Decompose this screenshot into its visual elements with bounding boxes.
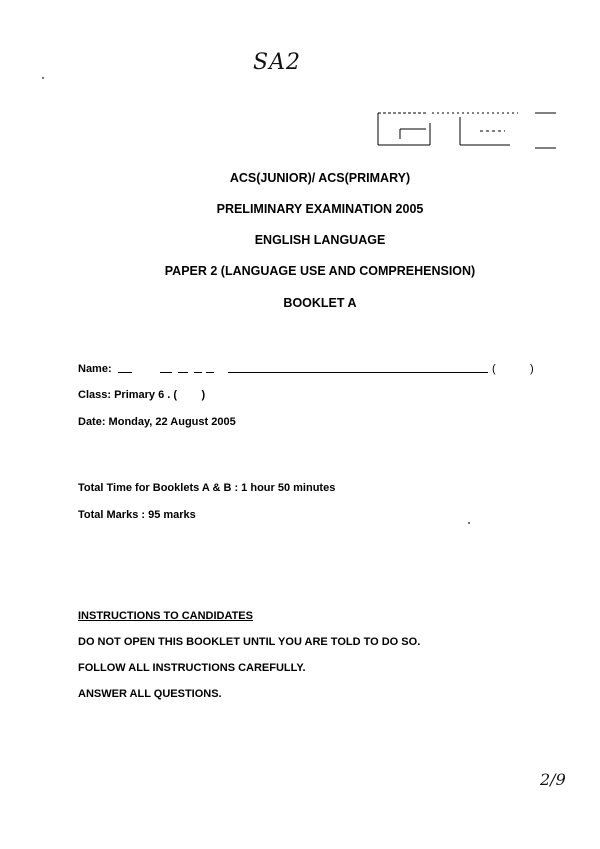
instructions-heading: INSTRUCTIONS TO CANDIDATES bbox=[78, 610, 253, 622]
name-blank-segment bbox=[118, 372, 132, 373]
name-label: Name: bbox=[78, 363, 112, 375]
name-blank-segment bbox=[194, 372, 202, 373]
instruction-item: DO NOT OPEN THIS BOOKLET UNTIL YOU ARE TOLD TO DO SO. bbox=[78, 636, 421, 648]
subject-heading: ENGLISH LANGUAGE bbox=[254, 233, 386, 247]
booklet-heading: BOOKLET A bbox=[283, 296, 357, 310]
paper-heading: PAPER 2 (LANGUAGE USE AND COMPREHENSION) bbox=[164, 264, 476, 278]
handwritten-page-mark: 2/9 bbox=[540, 770, 566, 789]
name-blank-segment bbox=[206, 372, 214, 373]
total-time-field: Total Time for Booklets A & B : 1 hour 50 minutes bbox=[78, 482, 336, 494]
scan-speck bbox=[42, 77, 44, 79]
name-blank-segment bbox=[160, 372, 172, 373]
school-heading: ACS(JUNIOR)/ ACS(PRIMARY) bbox=[229, 171, 411, 185]
exam-heading: PRELIMINARY EXAMINATION 2005 bbox=[216, 202, 424, 216]
scan-speck bbox=[468, 522, 470, 524]
class-field: Class: Primary 6 . ( ) bbox=[78, 389, 206, 401]
index-paren-open: ( bbox=[492, 363, 496, 375]
instruction-item: ANSWER ALL QUESTIONS. bbox=[78, 688, 222, 700]
index-paren-close: ) bbox=[530, 363, 534, 375]
handwritten-mark-top: SA2 bbox=[253, 50, 301, 75]
instruction-item: FOLLOW ALL INSTRUCTIONS CAREFULLY. bbox=[78, 662, 306, 674]
name-blank-segment bbox=[178, 372, 188, 373]
total-marks-field: Total Marks : 95 marks bbox=[78, 509, 196, 521]
score-boxes-graphic bbox=[370, 105, 570, 155]
name-blank-line[interactable] bbox=[228, 372, 488, 373]
date-field: Date: Monday, 22 August 2005 bbox=[78, 416, 236, 428]
